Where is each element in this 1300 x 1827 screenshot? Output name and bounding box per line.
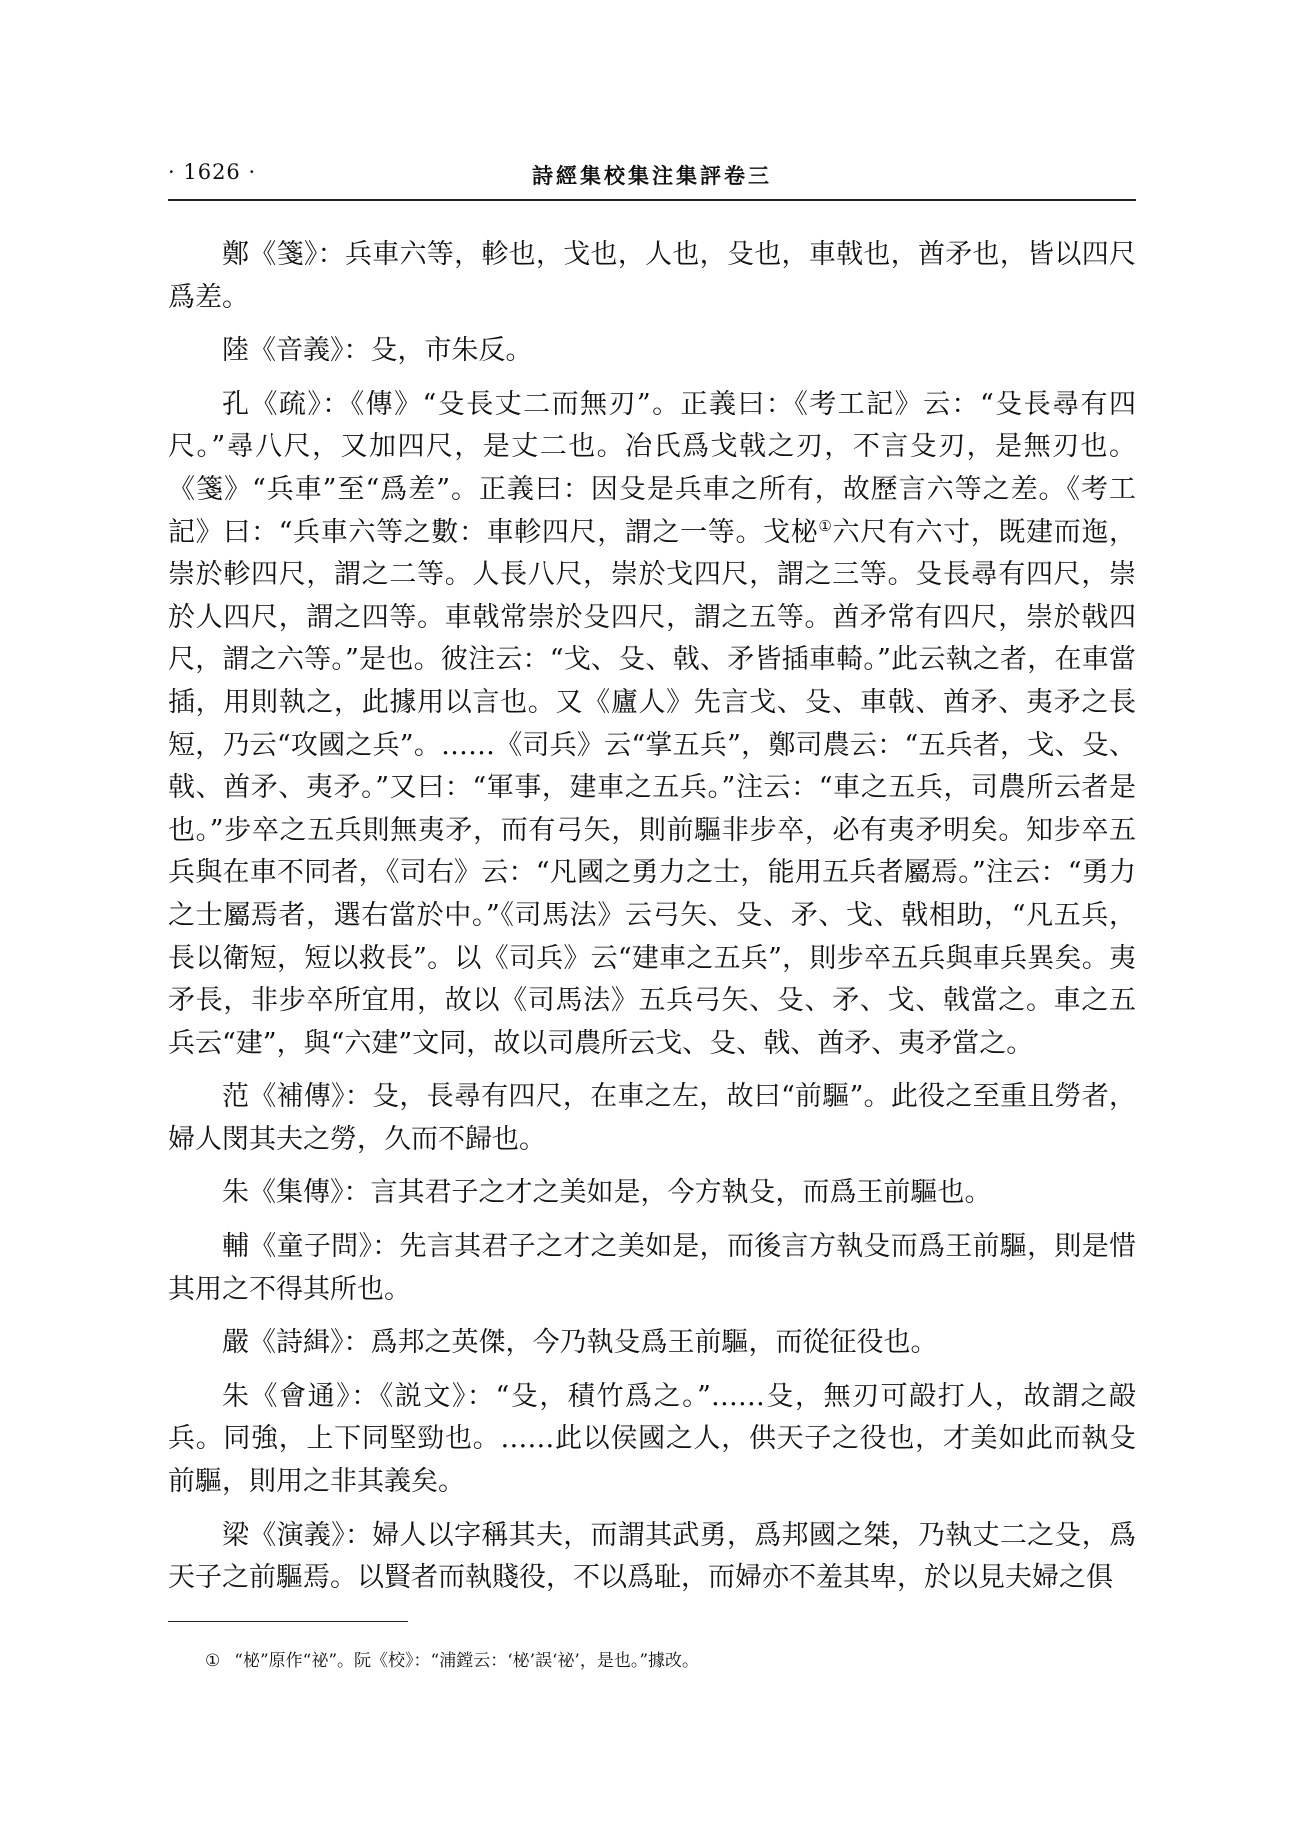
paragraph-zheng-jian: 鄭《箋》：兵車六等，軫也，戈也，人也，殳也，車戟也，酋矛也，皆以四尺爲差。 xyxy=(168,239,1136,313)
footnote-mark: ① xyxy=(205,1651,221,1671)
paragraph-kong-shu xyxy=(168,384,1136,1066)
footnote-reference[interactable]: ① xyxy=(818,516,833,535)
main-text xyxy=(168,234,1136,1611)
kong-shu-text-part2: 六尺有六寸，既建而迤，崇於軫四尺，謂之二等。人長八尺，崇於戈四尺，謂之三等。殳長尋有四尺，崇於人四尺，謂之四等。車戟常崇於殳四尺，謂之五等。酋矛常有四尺，崇於戟四尺，謂之六等。”是也。彼注云：“戈、殳、戟、矛皆插車輢。”此云執之者，在車當插，用則執之，此據用以言也。又《廬人》先言戈、殳、車戟、酋矛、夷矛之長短，乃云“攻國之兵”。……《司兵》云“掌五兵”，鄭司農云：“五兵者，戈、殳、戟、酋矛、夷矛。”又曰：“軍事，建車之五兵。”注云：“車之五兵，司農所云者是也。”步卒之五兵則無夷矛，而有弓矢，則前驅非步卒，必有夷矛明矣。知步卒五兵與在車不同者，《司右》云：“凡國之勇力之士，能用五兵者屬焉。”注云：“勇力之士屬焉者，選右當於中。”《司馬法》云弓矢、殳、矛、戈、戟相助，“凡五兵，長以衛短，短以救長”。以《司兵》云“建車之五兵”，則步卒五兵與車兵異矣。夷矛長，非步卒所宜用，故以《司馬法》五兵弓矢、殳、矛、戈、戟當之。車之五兵云“建”，與“六建”文同，故以司農所云戈、殳、戟、酋矛、夷矛當之。 xyxy=(168,516,1137,1059)
page-header xyxy=(168,160,1136,200)
paragraph-lu-yinyi: 陸《音義》：殳，市朱反。 xyxy=(222,335,533,367)
kong-shu-text-part1: 孔《疏》：《傳》“殳長丈二而無刃”。正義曰：《考工記》云：“殳長尋有四尺。”尋八尺，又加四尺，是丈二也。冶氏爲戈戟之刃，不言殳刃，是無刃也。《箋》“兵車”至“爲差”。正義曰：因殳是兵車之所有，故歷言六等之差。《考工記》曰：“兵車六等之數：車軫四尺，謂之一等。戈柲 xyxy=(168,388,1136,548)
paragraph-fan-buzhuan: 范《補傳》：殳，長尋有四尺，在車之左，故曰“前驅”。此役之至重且勞者，婦人閔其夫之勞，久而不歸也。 xyxy=(168,1081,1136,1155)
running-title: 詩經集校集注集評卷三 xyxy=(532,163,772,188)
page-number: · 1626 · xyxy=(168,160,257,184)
paragraph-zhu-huitong: 朱《會通》：《説文》：“殳，積竹爲之。”……殳，無刃可毃打人，故謂之毃兵。同強，上下同堅勁也。……此以侯國之人，供天子之役也，才美如此而執殳前驅，則用之非其義矣。 xyxy=(168,1380,1136,1498)
paragraph-fu-tongziwen: 輔《童子問》：先言其君子之才之美如是，而後言方執殳而爲王前驅，則是惜其用之不得其所也。 xyxy=(168,1231,1136,1305)
footnote-rule xyxy=(168,1621,408,1622)
paragraph-zhu-jizhuan: 朱《集傳》：言其君子之才之美如是，今方執殳，而爲王前驅也。 xyxy=(222,1177,992,1209)
paragraph-yan-shiji: 嚴《詩緝》：爲邦之英傑，今乃執殳爲王前驅，而從征役也。 xyxy=(222,1327,938,1359)
header-rule xyxy=(168,199,1136,201)
paragraph-liang-yanyi: 梁《演義》：婦人以字稱其夫，而謂其武勇，爲邦國之桀，乃執丈二之殳，爲天子之前驅焉。以賢者而執賤役，不以爲耻，而婦亦不羞其卑，於以見夫婦之俱 xyxy=(168,1519,1136,1594)
footnote-text: “柲”原作“祕”。阮《校》：“浦鏜云：‘柲’誤‘祕’，是也。”據改。 xyxy=(234,1651,700,1671)
footnote xyxy=(205,1648,1136,1674)
